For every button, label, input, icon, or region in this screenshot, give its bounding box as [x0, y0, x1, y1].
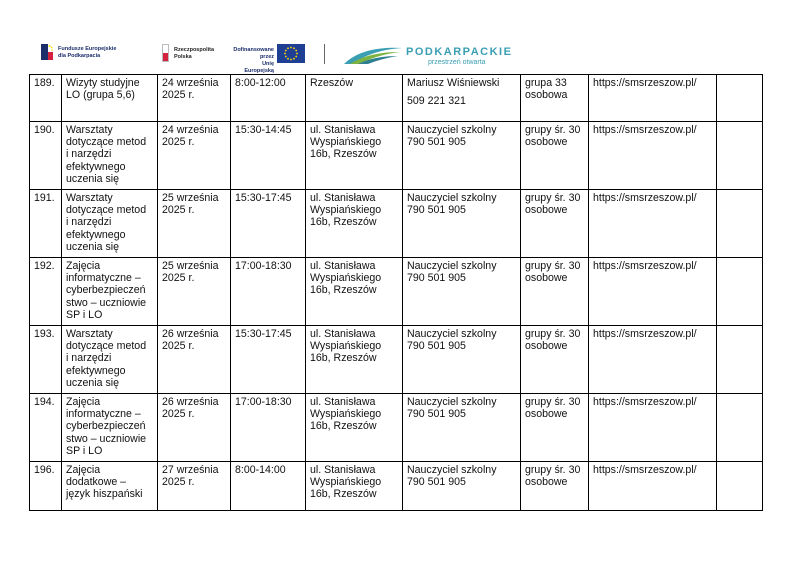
date-cell — [158, 462, 231, 511]
website-cell — [589, 122, 717, 190]
website-text[interactable]: https://smsrzeszow.pl/ — [593, 328, 697, 340]
fundusze-europejskie-mark-icon — [40, 42, 54, 62]
time-cell — [231, 326, 306, 394]
row-number-text: 193. — [34, 328, 55, 340]
website-text[interactable]: https://smsrzeszow.pl/ — [593, 77, 697, 89]
eu-flag-icon — [277, 44, 305, 63]
website-text[interactable]: https://smsrzeszow.pl/ — [593, 396, 697, 408]
table-row — [30, 462, 763, 511]
time-text: 15:30-17:45 — [235, 192, 292, 204]
time-cell — [231, 462, 306, 511]
time-text: 8:00-12:00 — [235, 77, 286, 89]
date-cell — [158, 190, 231, 258]
group-size-cell — [521, 462, 589, 511]
eu-funding-text: Dofinansowane przez Unię Europejską — [233, 47, 274, 74]
time-cell — [231, 122, 306, 190]
activity-name-text: Warsztaty dotyczące metod i narzędzi efektywnego uczenia się — [66, 328, 147, 389]
activity-name-cell — [62, 258, 158, 326]
contact-text: Mariusz Wiśniewski — [407, 77, 500, 89]
fundusze-europejskie-text: Fundusze Europejskie dla Podkarpacia — [58, 46, 117, 59]
date-cell — [158, 122, 231, 190]
date-text: 24 września 2025 r. — [162, 77, 219, 102]
activity-name-text: Warsztaty dotyczące metod i narzędzi efektywnego uczenia się — [66, 124, 147, 185]
group-size-text: grupa 33 osobowa — [525, 77, 568, 102]
group-size-text: grupy śr. 30 osobowe — [525, 328, 581, 353]
time-cell — [231, 190, 306, 258]
group-size-cell — [521, 122, 589, 190]
date-cell — [158, 75, 231, 122]
table-row — [30, 75, 763, 122]
group-size-text: grupy śr. 30 osobowe — [525, 464, 581, 489]
polish-flag-icon — [162, 44, 169, 62]
contact-cell — [403, 75, 521, 122]
time-text: 17:00-18:30 — [235, 396, 292, 408]
row-number-cell — [30, 394, 62, 462]
row-number-text: 194. — [34, 396, 55, 408]
time-text: 17:00-18:30 — [235, 260, 292, 272]
time-cell — [231, 75, 306, 122]
contact-text: Nauczyciel szkolny 790 501 905 — [407, 124, 497, 149]
activity-name-text: Zajęcia informatyczne – cyberbezpieczeń stwo – uczniowie SP i LO — [66, 396, 147, 457]
group-size-cell — [521, 394, 589, 462]
logo-separator — [324, 44, 325, 64]
activity-name-cell — [62, 462, 158, 511]
notes-cell — [717, 258, 763, 326]
fundusze-europejskie-logo — [40, 42, 160, 64]
location-text: ul. Stanisława Wyspiańskiego 16b, Rzeszów — [310, 396, 382, 433]
podkarpackie-tagline: przestrzeń otwarta — [428, 59, 486, 66]
group-size-text: grupy śr. 30 osobowe — [525, 396, 581, 421]
activity-name-cell — [62, 394, 158, 462]
website-text[interactable]: https://smsrzeszow.pl/ — [593, 124, 697, 136]
location-cell — [306, 394, 403, 462]
date-text: 25 września 2025 r. — [162, 192, 219, 217]
date-cell — [158, 258, 231, 326]
website-cell — [589, 190, 717, 258]
notes-cell — [717, 394, 763, 462]
contact-text: Nauczyciel szkolny 790 501 905 — [407, 464, 497, 489]
podkarpackie-name: PODKARPACKIE — [406, 46, 513, 58]
contact-phone: 509 221 321 — [407, 95, 466, 108]
row-number-cell — [30, 122, 62, 190]
activity-name-cell — [62, 190, 158, 258]
row-number-text: 190. — [34, 124, 55, 136]
group-size-cell — [521, 258, 589, 326]
website-cell — [589, 394, 717, 462]
date-text: 26 września 2025 r. — [162, 396, 219, 421]
contact-cell — [403, 462, 521, 511]
date-text: 24 września 2025 r. — [162, 124, 219, 149]
table-row — [30, 258, 763, 326]
date-cell — [158, 394, 231, 462]
row-number-text: 191. — [34, 192, 55, 204]
row-number-cell — [30, 75, 62, 122]
location-text: ul. Stanisława Wyspiańskiego 16b, Rzeszów — [310, 464, 382, 501]
schedule-body — [30, 75, 763, 511]
contact-cell — [403, 122, 521, 190]
logo-header — [0, 0, 800, 75]
activity-name-text: Warsztaty dotyczące metod i narzędzi efektywnego uczenia się — [66, 192, 147, 253]
time-cell — [231, 258, 306, 326]
time-cell — [231, 394, 306, 462]
table-row — [30, 122, 763, 190]
schedule-table — [29, 74, 763, 511]
activity-name-text: Wizyty studyjne LO (grupa 5,6) — [66, 77, 140, 102]
website-cell — [589, 258, 717, 326]
activity-name-text: Zajęcia dodatkowe – język hiszpański — [66, 464, 143, 501]
date-text: 25 września 2025 r. — [162, 260, 219, 285]
row-number-cell — [30, 258, 62, 326]
website-cell — [589, 75, 717, 122]
location-cell — [306, 462, 403, 511]
podkarpackie-logo — [342, 40, 512, 70]
row-number-text: 189. — [34, 77, 55, 89]
location-text: ul. Stanisława Wyspiańskiego 16b, Rzeszów — [310, 192, 382, 229]
podkarpackie-swoosh-icon — [342, 42, 404, 66]
notes-cell — [717, 122, 763, 190]
group-size-text: grupy śr. 30 osobowe — [525, 260, 581, 285]
notes-cell — [717, 326, 763, 394]
contact-text: Nauczyciel szkolny 790 501 905 — [407, 328, 497, 353]
contact-cell — [403, 326, 521, 394]
group-size-text: grupy śr. 30 osobowe — [525, 192, 581, 217]
activity-name-cell — [62, 122, 158, 190]
location-text: Rzeszów — [310, 77, 353, 89]
date-cell — [158, 326, 231, 394]
table-row — [30, 394, 763, 462]
date-text: 27 września 2025 r. — [162, 464, 219, 489]
row-number-cell — [30, 462, 62, 511]
row-number-cell — [30, 190, 62, 258]
row-number-cell — [30, 326, 62, 394]
location-text: ul. Stanisława Wyspiańskiego 16b, Rzeszów — [310, 260, 382, 297]
row-number-text: 192. — [34, 260, 55, 272]
group-size-cell — [521, 190, 589, 258]
location-cell — [306, 190, 403, 258]
group-size-text: grupy śr. 30 osobowe — [525, 124, 581, 149]
contact-text: Nauczyciel szkolny 790 501 905 — [407, 396, 497, 421]
notes-cell — [717, 75, 763, 122]
website-cell — [589, 462, 717, 511]
table-row — [30, 190, 763, 258]
time-text: 15:30-14:45 — [235, 124, 292, 136]
notes-cell — [717, 190, 763, 258]
website-text[interactable]: https://smsrzeszow.pl/ — [593, 192, 697, 204]
website-text[interactable]: https://smsrzeszow.pl/ — [593, 464, 697, 476]
eu-logo — [232, 44, 312, 74]
location-cell — [306, 258, 403, 326]
date-text: 26 września 2025 r. — [162, 328, 219, 353]
location-cell — [306, 75, 403, 122]
contact-text: Nauczyciel szkolny 790 501 905 — [407, 260, 497, 285]
rzeczpospolita-text: Rzeczpospolita Polska — [174, 47, 215, 60]
notes-cell — [717, 462, 763, 511]
contact-text: Nauczyciel szkolny 790 501 905 — [407, 192, 497, 217]
group-size-cell — [521, 75, 589, 122]
table-row — [30, 326, 763, 394]
contact-cell — [403, 258, 521, 326]
website-text[interactable]: https://smsrzeszow.pl/ — [593, 260, 697, 272]
time-text: 15:30-17:45 — [235, 328, 292, 340]
location-cell — [306, 122, 403, 190]
activity-name-cell — [62, 326, 158, 394]
location-cell — [306, 326, 403, 394]
group-size-cell — [521, 326, 589, 394]
rzeczpospolita-logo — [162, 44, 222, 66]
contact-cell — [403, 394, 521, 462]
location-text: ul. Stanisława Wyspiańskiego 16b, Rzeszów — [310, 328, 382, 365]
location-text: ul. Stanisława Wyspiańskiego 16b, Rzeszów — [310, 124, 382, 161]
activity-name-text: Zajęcia informatyczne – cyberbezpieczeń stwo – uczniowie SP i LO — [66, 260, 147, 321]
activity-name-cell — [62, 75, 158, 122]
contact-cell — [403, 190, 521, 258]
time-text: 8:00-14:00 — [235, 464, 286, 476]
website-cell — [589, 326, 717, 394]
row-number-text: 196. — [34, 464, 55, 476]
